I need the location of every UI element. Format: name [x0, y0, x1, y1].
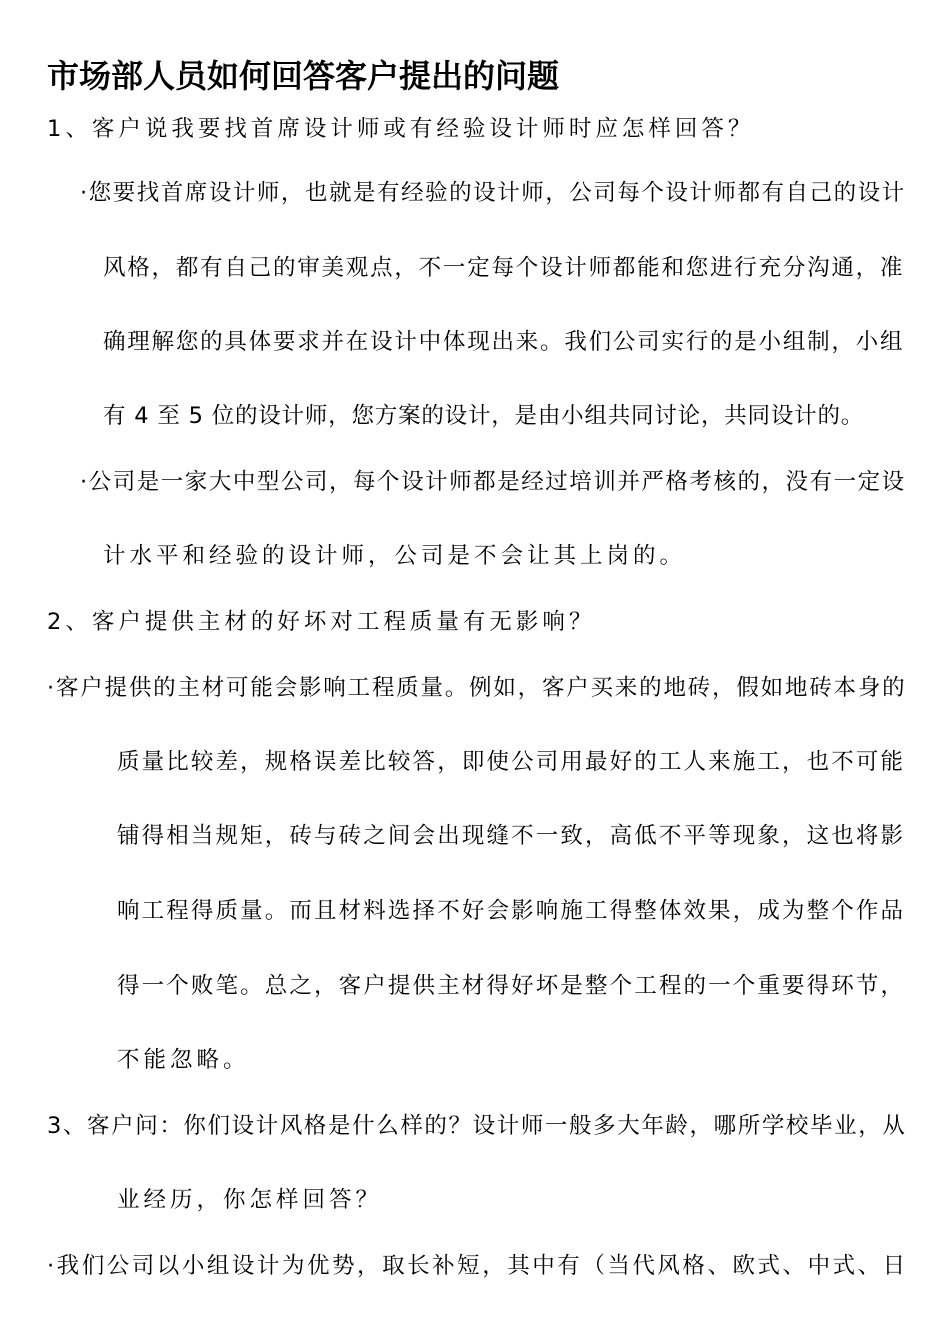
answer-1a-line-1: ·您要找首席设计师，也就是有经验的设计师，公司每个设计师都有自己的设计 [80, 180, 906, 206]
question-3-line-2: 业经历，你怎样回答？ [117, 1187, 383, 1213]
answer-2-line-6: 不能忽略。 [117, 1047, 250, 1073]
answer-1a-line-2: 风格，都有自己的审美观点，不一定每个设计师都能和您进行充分沟通，准 [103, 255, 905, 281]
answer-2-line-5: 得一个败笔。总之，客户提供主材得好坏是整个工程的一个重要得环节， [117, 973, 906, 999]
question-3-line-1: 3、客户问：你们设计风格是什么样的？设计师一般多大年龄，哪所学校毕业，从 [47, 1113, 907, 1139]
answer-2-line-1: ·客户提供的主材可能会影响工程质量。例如，客户买来的地砖，假如地砖本身的 [47, 675, 907, 701]
answer-3-line-1: ·我们公司以小组设计为优势，取长补短，其中有（当代风格、欧式、中式、日 [47, 1253, 908, 1279]
document-title: 市场部人员如何回答客户提出的问题 [47, 57, 560, 95]
answer-1a-line-3: 确理解您的具体要求并在设计中体现出来。我们公司实行的是小组制，小组 [103, 329, 905, 355]
answer-1a-line-4: 有 4 至 5 位的设计师，您方案的设计，是由小组共同讨论，共同设计的。 [103, 403, 865, 429]
answer-1b-line-1: ·公司是一家大中型公司，每个设计师都是经过培训并严格考核的，没有一定设 [80, 469, 906, 495]
answer-2-line-3: 铺得相当规矩，砖与砖之间会出现缝不一致，高低不平等现象，这也将影 [117, 823, 906, 849]
answer-2-line-2: 质量比较差，规格误差比较答，即使公司用最好的工人来施工，也不可能 [117, 749, 906, 775]
question-1: 1、客户说我要找首席设计师或有经验设计师时应怎样回答？ [47, 116, 755, 142]
answer-1b-line-2: 计水平和经验的设计师，公司是不会让其上岗的。 [103, 543, 687, 569]
answer-2-line-4: 响工程得质量。而且材料选择不好会影响施工得整体效果，成为整个作品 [117, 898, 906, 924]
question-2: 2、客户提供主材的好坏对工程质量有无影响？ [47, 609, 596, 635]
